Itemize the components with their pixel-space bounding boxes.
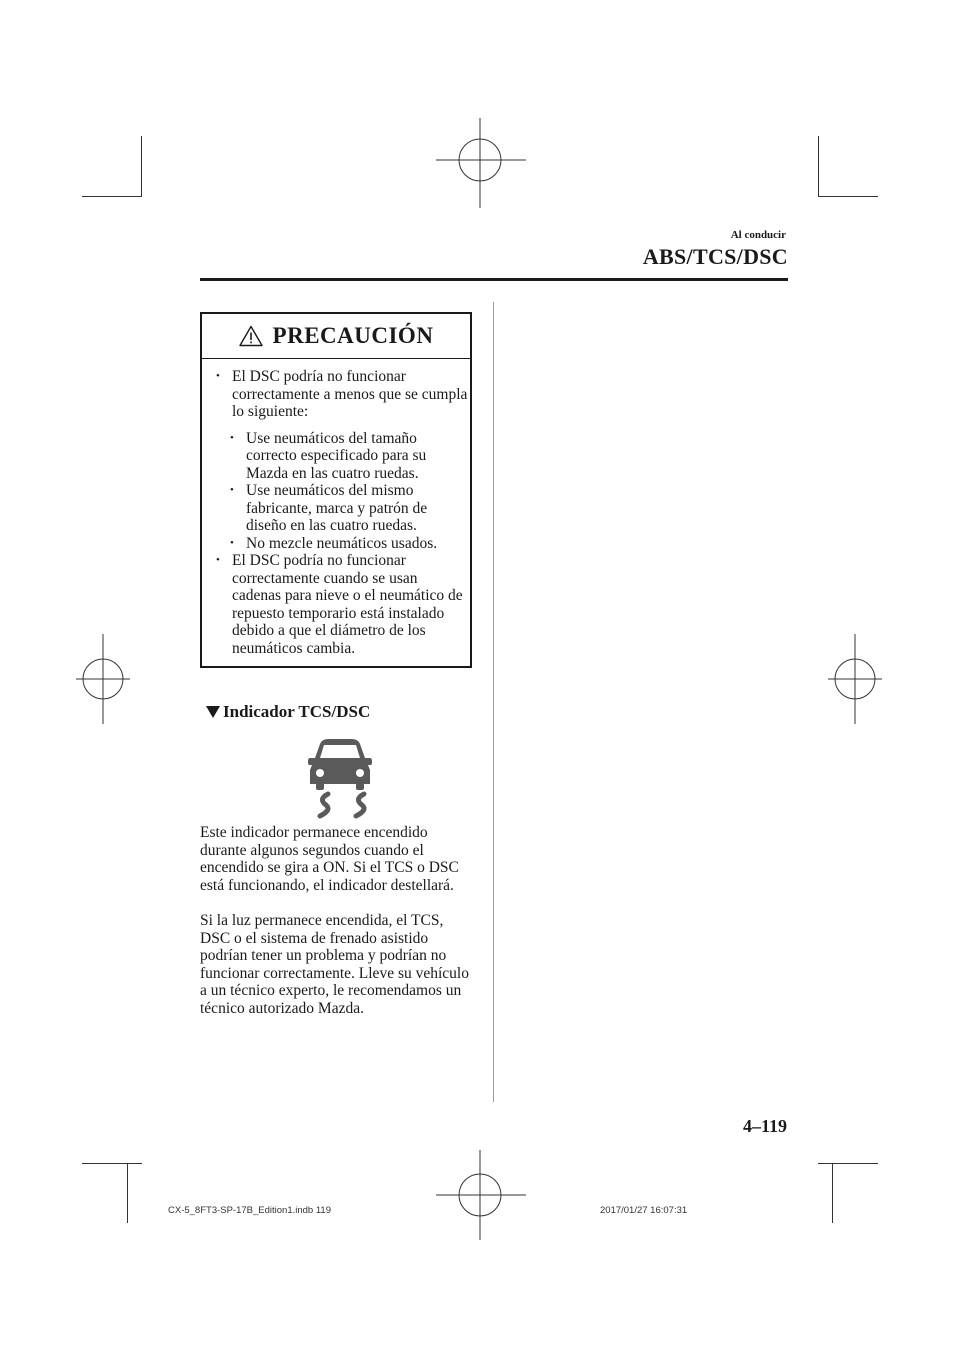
indicator-warning-text: Si la luz permanece encendida, el TCS, DSC o el sistema de frenado asistido podrían tener un problema y podrían no funcionar correctamente. Lleve su vehículo a un técnico experto, le recomendamos un técnico autorizado Mazda. — [200, 912, 469, 1017]
list-item: • Use neumáticos del tamaño correcto especificado para su Mazda en las cuatro ruedas. — [228, 430, 470, 483]
caution-title: PRECAUCIÓN — [272, 323, 434, 348]
registration-mark-top-icon — [436, 118, 526, 208]
header-rule — [200, 278, 788, 281]
caution-box — [200, 312, 472, 668]
list-item: • No mezcle neumáticos usados. — [228, 535, 470, 553]
section-label: Al conducir — [730, 229, 786, 241]
section-heading — [206, 702, 370, 722]
page-title: ABS/TCS/DSC — [642, 244, 788, 269]
heading-marker-icon — [206, 706, 220, 718]
warning-triangle-icon — [239, 325, 263, 347]
tcs-dsc-skid-icon — [304, 736, 376, 820]
column-divider — [493, 302, 494, 1102]
caution-header — [202, 314, 470, 359]
print-footer-datetime: 2017/01/27 16:07:31 — [600, 1205, 688, 1216]
list-item: • Use neumáticos del mismo fabricante, marca y patrón de diseño en las cuatro ruedas. — [228, 482, 470, 535]
indicator-description: Este indicador permanece encendido durante algunos segundos cuando el encendido se gira a ON. Si el TCS o DSC está funcionando, el indicador destellará. — [200, 824, 459, 894]
section-heading-text: Indicador TCS/DSC — [223, 702, 371, 721]
caution-list — [214, 368, 470, 657]
list-item: • El DSC podría no funcionar correctamente cuando se usan cadenas para nieve o el neumático de repuesto temporario está instalado debido a que el diámetro de los neumáticos cambia. — [214, 552, 470, 657]
registration-mark-bottom-icon — [436, 1150, 526, 1240]
list-item: • El DSC podría no funcionar correctamente a menos que se cumpla lo siguiente: — [214, 368, 470, 421]
registration-mark-left-icon — [76, 634, 130, 724]
registration-mark-right-icon — [828, 634, 882, 724]
page-number: 4–119 — [742, 1116, 787, 1136]
print-footer-file: CX-5_8FT3-SP-17B_Edition1.indb 119 — [168, 1205, 332, 1216]
